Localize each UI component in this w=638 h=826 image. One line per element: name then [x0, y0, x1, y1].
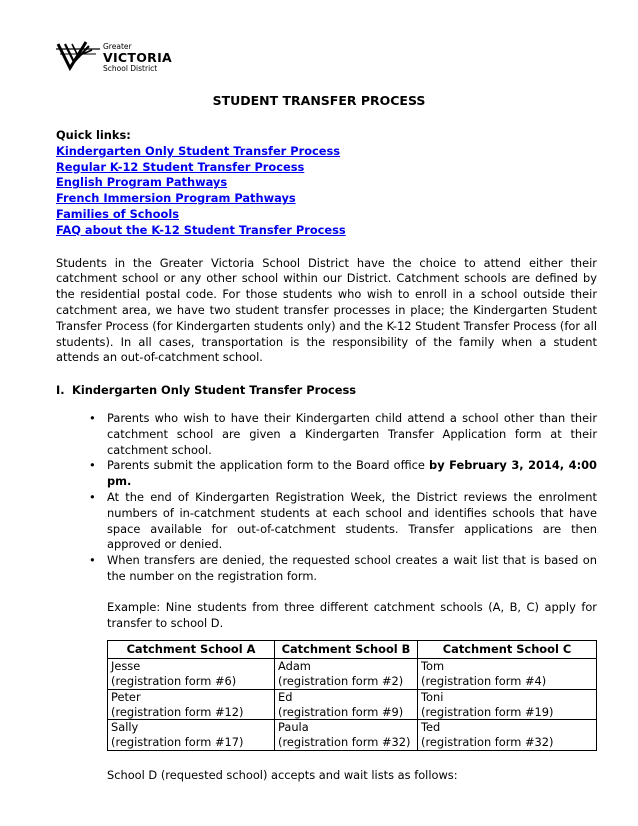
student-name: Ed [278, 689, 293, 704]
registration-form: (registration form #19) [421, 704, 554, 719]
table-row [108, 659, 597, 690]
section-heading [56, 383, 597, 399]
catchment-table [107, 640, 597, 751]
student-name: Peter [111, 689, 141, 704]
registration-form: (registration form #32) [421, 735, 554, 750]
registration-form: (registration form #6) [111, 673, 237, 688]
list-item [56, 160, 597, 176]
registration-form: (registration form #2) [278, 673, 404, 688]
link-french-immersion-pathways[interactable]: French Immersion Program Pathways [56, 191, 296, 206]
student-name: Tom [421, 659, 445, 674]
link-families-of-schools[interactable]: Families of Schools [56, 206, 179, 221]
list-item [56, 191, 597, 207]
section-number: I. [56, 383, 65, 398]
column-header: Catchment School B [275, 641, 418, 659]
student-name: Adam [278, 659, 311, 674]
table-header-row [108, 641, 597, 659]
table-cell [108, 659, 275, 690]
student-name: Sally [111, 720, 139, 735]
closing-text: School D (requested school) accepts and wait lists as follows: [107, 767, 458, 782]
document-body [56, 128, 597, 784]
list-item [56, 207, 597, 223]
bullet-item [107, 458, 597, 490]
page-title: STUDENT TRANSFER PROCESS [212, 93, 426, 108]
section-bullets [56, 411, 597, 585]
registration-form: (registration form #17) [111, 735, 244, 750]
table-cell [108, 720, 275, 751]
column-header: Catchment School C [418, 641, 597, 659]
district-logo [56, 38, 186, 78]
table-cell [275, 720, 418, 751]
student-name: Paula [278, 720, 309, 735]
list-item [56, 144, 597, 160]
bullet-item: • At the end of Kindergarten Registration Week, the District reviews the enrolment numbers of in-catchment students at each school and identifies schools that have space available for out-of-catchment students. Transfer applications are then approved or denied. [107, 490, 597, 553]
registration-form: (registration form #32) [278, 735, 411, 750]
bullet-text: Parents submit the application form to the Board office [107, 458, 430, 473]
table-cell [418, 720, 597, 751]
intro-paragraph: Students in the Greater Victoria School District have the choice to attend either their catchment school or any other school within our District. Catchment schools are defined by the residential postal code. For those students who wish to enroll in a school outside their catchment area, we have two student transfer processes in place; the Kindergarten Student Transfer Process (for Kindergarten students only) and the K-12 Student Transfer Process (for all students). In all cases, transportation is the responsibility of the family when a student attends an out-of-catchment school. [56, 255, 597, 365]
list-item [56, 175, 597, 191]
student-name: Ted [421, 720, 441, 735]
logo-victoria-text: VICTORIA [103, 49, 173, 65]
quick-links-list [56, 144, 597, 239]
table-cell [108, 689, 275, 720]
logo-wordmark [103, 43, 172, 73]
logo-v-emblem-icon [56, 38, 102, 72]
table-cell [275, 659, 418, 690]
link-kindergarten-transfer[interactable]: Kindergarten Only Student Transfer Process [56, 143, 341, 158]
bullet-item: • When transfers are denied, the requested school creates a wait list that is based on the number on the registration form. [107, 553, 597, 585]
link-faq-k12-transfer[interactable]: FAQ about the K-12 Student Transfer Process [56, 222, 346, 237]
table-cell [418, 689, 597, 720]
table-cell [275, 689, 418, 720]
table-row [108, 689, 597, 720]
example-text: Example: Nine students from three different catchment schools (A, B, C) apply for transfer to school D. [107, 599, 597, 630]
student-name: Jesse [111, 659, 141, 674]
table-cell [418, 659, 597, 690]
column-header: Catchment School A [108, 641, 275, 659]
deadline-text: by February 3, 2014, 4:00 pm. [107, 458, 597, 489]
registration-form: (registration form #9) [278, 704, 404, 719]
list-item [56, 223, 597, 239]
link-english-pathways[interactable]: English Program Pathways [56, 175, 228, 190]
table-row [108, 720, 597, 751]
link-regular-k12-transfer[interactable]: Regular K-12 Student Transfer Process [56, 159, 305, 174]
logo-district-text: School District [103, 64, 158, 73]
student-name: Toni [421, 689, 444, 704]
bullet-item: • Parents who wish to have their Kindergarten child attend a school other than their catchment school are given a Kindergarten Transfer Application form at their catchment school. [107, 411, 597, 458]
registration-form: (registration form #4) [421, 673, 547, 688]
quick-links-label: Quick links: [56, 128, 131, 142]
registration-form: (registration form #12) [111, 704, 244, 719]
section-title: Kindergarten Only Student Transfer Process [72, 383, 357, 398]
logo-greater-text: Greater [103, 42, 132, 51]
